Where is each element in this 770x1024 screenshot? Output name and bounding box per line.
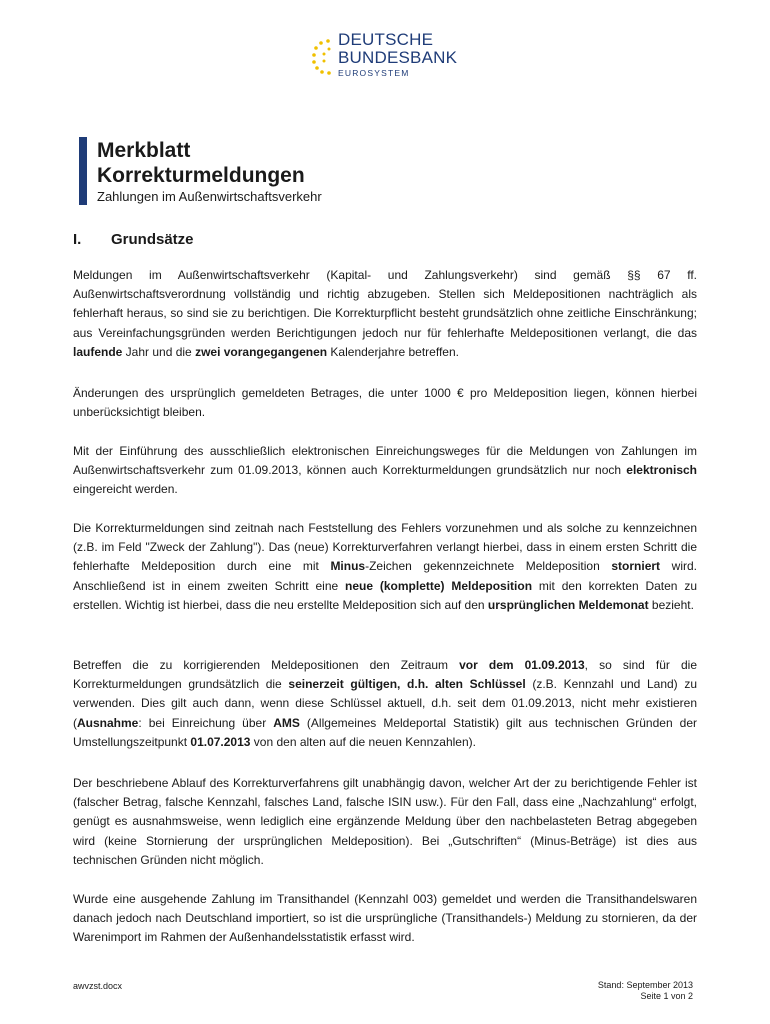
logo-line-deutsche: DEUTSCHE: [338, 30, 434, 49]
euro-stars-icon: [312, 39, 336, 75]
bold-run: storniert: [611, 559, 661, 574]
logo-line-bundesbank: BUNDESBANK: [338, 48, 458, 67]
paragraph-6: Der beschriebene Ablauf des Korrekturverfahrens gilt unabhängig davon, welcher Art der zu berichtigende Fehler ist (falscher Betrag, falsche Kennzahl, falsches Land, falsche ISIN usw.). Für den Fall, dass eine „Nachzahlung“ erfolgt, genügt es ausnahmsweise, wenn lediglich eine ergänzende Meldung über den nachbelasteten Betrag abgegeben wird (keine Stornierung der ursprünglichen Meldeposition). Bei „Gutschriften“ (Minus-Beträge) ist dies aus technischen Gründen nicht möglich.: [73, 776, 697, 867]
title-line-2: Korrekturmeldungen: [97, 164, 305, 187]
footer-filename: awvzst.docx: [73, 981, 123, 991]
bold-run: Minus: [330, 559, 366, 574]
bold-run: Ausnahme: [77, 715, 139, 730]
paragraph-1: [73, 266, 697, 362]
text-run: von den alten auf die neuen Kennzahlen).: [250, 734, 476, 749]
paragraph-2: Änderungen des ursprünglich gemeldeten Betrages, die unter 1000 € pro Meldeposition liegen, können hierbei unberücksichtigt bleiben.: [73, 386, 697, 420]
title-line-1: Merkblatt: [97, 139, 191, 162]
text-run: eingereicht werden.: [73, 482, 178, 497]
bold-run: zwei vorangegangenen: [195, 344, 328, 359]
bold-run: seinerzeit gültigen, d.h. alten Schlüssel: [288, 677, 526, 692]
text-run: : bei Einreichung über: [138, 715, 274, 730]
bold-run: AMS: [273, 715, 300, 730]
text-run: Kalenderjahre betreffen.: [327, 344, 459, 359]
bold-run: neue (komplette) Meldeposition: [345, 578, 533, 593]
text-run: (Allgemeines Meldeportal Statistik) gilt aus technischen Gründen der Umstellungszeitpunkt: [73, 715, 697, 749]
footer-date: Stand: September 2013: [597, 980, 693, 990]
paragraph-4: [73, 519, 697, 615]
document-title: [97, 138, 305, 188]
text-run: , so sind für die Korrekturmeldungen grundsätzlich die: [73, 658, 697, 692]
logo-line-eurosystem: EUROSYSTEM: [338, 68, 410, 78]
paragraph-7: Wurde eine ausgehende Zahlung im Transithandel (Kennzahl 003) gemeldet und werden die Transithandelswaren danach jedoch nach Deutschland importiert, so ist die ursprüngliche (Transithandels-) Meldung zu stornieren, da der Warenimport im Rahmen der Außenhandelsstatistik erfasst wird.: [73, 892, 697, 945]
bold-run: vor dem 01.09.2013: [459, 658, 585, 672]
section-heading: [73, 231, 194, 248]
paragraph-5: [73, 656, 697, 752]
text-run: bezieht.: [648, 597, 694, 612]
section-number: I.: [73, 231, 82, 248]
bold-run: laufende: [73, 344, 123, 359]
bold-run: 01.07.2013: [190, 734, 251, 749]
bold-run: ursprünglichen Meldemonat: [487, 597, 649, 612]
text-run: wird. Anschließend ist in einem zweiten Schritt eine: [73, 559, 697, 593]
text-run: -Zeichen gekennzeichnete Meldeposition: [365, 559, 612, 574]
bundesbank-logo: [312, 27, 472, 89]
text-run: Mit der Einführung des ausschließlich elektronischen Einreichungsweges für die Meldungen von Zahlungen im Außenwirtschaftsverkehr zum 01.09.2013, können auch Korrekturmeldungen grundsätzlich nur noch: [73, 444, 697, 478]
text-run: (z.B. Kennzahl und Land) zu verwenden. Dies gilt auch dann, wenn diese Schlüssel aktuell, d.h. seit dem 01.09.2013, nicht mehr existieren (: [73, 677, 698, 730]
text-run: mit den korrekten Daten zu erstellen. Wichtig ist hierbei, dass die neu erstellte Meldeposition sich auf den: [73, 578, 697, 612]
text-run: Meldungen im Außenwirtschaftsverkehr (Kapital- und Zahlungsverkehr) sind gemäß §§ 67 ff. Außenwirtschaftsverordnung vollständig und richtig abzugeben. Stellen sich Meldepositionen nachträglich als fehlerhaft heraus, so sind sie zu berichtigen. Die Korrekturpflicht besteht grundsätzlich ohne zeitliche Einschränkung; aus Vereinfachungsgründen werden Berichtigungen jedoch nur für fehlerhafte Meldepositionen verlangt, die das: [73, 268, 697, 340]
text-run: Jahr und die: [122, 344, 196, 359]
text-run: Die Korrekturmeldungen sind zeitnah nach Feststellung des Fehlers vorzunehmen und als solche zu kennzeichnen (z.B. im Feld "Zweck der Zahlung"). Das (neue) Korrekturverfahren verlangt hierbei, dass in einem ersten Schritt die fehlerhafte Meldeposition durch eine mit: [73, 521, 697, 574]
footer-page-number: Seite 1 von 2: [640, 991, 693, 1001]
section-title: Grundsätze: [111, 231, 194, 248]
paragraph-3: [73, 442, 697, 500]
title-accent-bar: [79, 137, 87, 205]
document-subtitle: Zahlungen im Außenwirtschaftsverkehr: [97, 189, 322, 204]
footer-stand: [598, 980, 693, 1002]
bold-run: elektronisch: [626, 463, 697, 478]
text-run: Betreffen die zu korrigierenden Meldepositionen den Zeitraum: [73, 658, 460, 672]
